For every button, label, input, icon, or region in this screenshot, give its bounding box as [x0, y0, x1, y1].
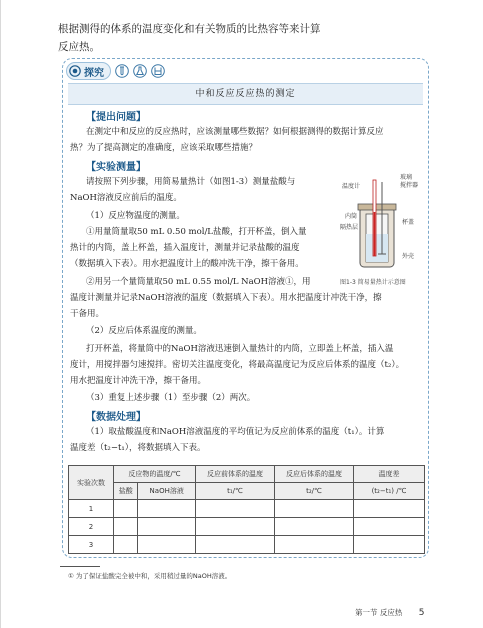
- page-number: 5: [418, 608, 425, 618]
- subcol-hcl: 盐酸: [114, 483, 138, 500]
- step-2-line-3: 用水把温度计冲洗干净，擦干备用。: [70, 376, 207, 386]
- step-2: （2）反应后体系温度的测量。: [86, 326, 202, 336]
- table-cell: [275, 536, 354, 554]
- experiment-intro-2: NaOH溶液反应前后的温度。: [70, 193, 182, 203]
- subcol-t2: t₂/℃: [275, 483, 354, 500]
- step-2-line-1: 打开杯盖，将量筒中的NaOH溶液迅速倒入量热计的内筒，立即盖上杯盖，插入温: [86, 344, 394, 354]
- heading-question: 【提出问题】: [86, 112, 146, 123]
- step-1b-line-1: ②用另一个量筒量取50 mL 0.55 mol/L NaOH溶液①，用: [86, 277, 311, 287]
- table-cell: [114, 518, 138, 536]
- table-cell: [275, 500, 354, 518]
- label-stirrer: 玻璃 搅拌器: [400, 174, 419, 189]
- subcol-diff: (t₂−t₁) /℃: [354, 483, 425, 500]
- footnote: ① 为了保证盐酸完全被中和，采用稍过量的NaOH溶液。: [68, 572, 232, 580]
- table-cell: [354, 536, 425, 554]
- row-number: 3: [69, 536, 114, 554]
- table-cell: [196, 500, 275, 518]
- beaker-icon: [151, 64, 165, 78]
- step-1: （1）反应物温度的测量。: [86, 211, 185, 221]
- data-text-2: 温度差（t₂−t₁），将数据填入下表。: [70, 443, 206, 453]
- step-2-line-2: 度计，用搅拌器匀速搅拌。密切关注温度变化，将最高温度记为反应后体系的温度（t₂）。: [70, 360, 405, 370]
- label-lid: 杯盖: [402, 219, 415, 226]
- table-cell: [138, 500, 196, 518]
- table-cell: [275, 518, 354, 536]
- step-1b-line-2: 温度计测量并记录NaOH溶液的温度（数据填入下表）。用水把温度计冲洗干净，擦: [70, 293, 382, 303]
- data-table: [68, 465, 425, 554]
- flask-icon: [133, 64, 147, 78]
- table-cell: [354, 518, 425, 536]
- label-thermometer: 温度计: [342, 183, 361, 190]
- subcol-t1: t₁/℃: [196, 483, 275, 500]
- table-cell: [196, 518, 275, 536]
- footer-section: 第一节 反应热: [355, 608, 403, 617]
- question-text-1: 在测定中和反应的反应热时，应该测量哪些数据？如何根据测得的数据计算反应: [86, 127, 384, 137]
- col-t2: 反应后体系的温度: [275, 466, 354, 483]
- step-1a-line-3: （数据填入下表）。用水把温度计上的酸冲洗干净，擦干备用。: [70, 259, 304, 269]
- table-cell: [354, 500, 425, 518]
- table-cell: [114, 500, 138, 518]
- figure-caption: 图1-3 简易量热计示意图: [340, 279, 406, 286]
- footnote-divider: [60, 566, 100, 567]
- step-1a-line-1: ①用量筒量取50 mL 0.50 mol/L盐酸，打开杯盖，倒入量: [86, 227, 307, 237]
- heading-data: 【数据处理】: [86, 412, 146, 423]
- experiment-intro-1: 请按照下列步骤，用简易量热计（如图1-3）测量盐酸与: [86, 177, 296, 187]
- table-cell: [196, 536, 275, 554]
- label-outer: 外壳: [402, 253, 415, 260]
- intro-line-2: 反应热。: [58, 41, 100, 53]
- table-row: [69, 518, 425, 536]
- label-insulation: 隔热层: [340, 224, 359, 231]
- heading-experiment: 【实验测量】: [86, 162, 146, 173]
- explore-header: [66, 62, 165, 80]
- data-text-1: （1）取盐酸温度和NaOH溶液温度的平均值记为反应前体系的温度（t₁）。计算: [86, 427, 385, 437]
- page-footer: [355, 607, 425, 618]
- step-3: （3）重复上述步骤（1）至步骤（2）两次。: [86, 393, 256, 403]
- test-tube-icon: [115, 64, 129, 78]
- col-before: 反应物的温度/℃: [114, 466, 196, 483]
- table-row: [69, 536, 425, 554]
- col-t1: 反应前体系的温度: [196, 466, 275, 483]
- step-1b-line-3: 干备用。: [70, 309, 105, 319]
- table-cell: [138, 536, 196, 554]
- row-number: 2: [69, 518, 114, 536]
- target-icon: [69, 65, 81, 77]
- step-1a-line-2: 热计的内筒，盖上杯盖，插入温度计，测量并记录盐酸的温度: [70, 243, 300, 253]
- col-trial: 实验次数: [69, 466, 114, 500]
- experiment-title: 中和反应反应热的测定: [68, 83, 423, 105]
- intro-text: [58, 20, 438, 56]
- col-diff: 温度差: [354, 466, 425, 483]
- table-cell: [114, 536, 138, 554]
- question-text-2: 热？为了提高测定的准确度，应该采取哪些措施？: [70, 143, 258, 153]
- row-number: 1: [69, 500, 114, 518]
- label-inner: 内筒: [345, 213, 358, 220]
- subcol-naoh: NaOH溶液: [138, 483, 196, 500]
- explore-badge: [66, 62, 111, 80]
- table-cell: [138, 518, 196, 536]
- explore-badge-label: 探究: [84, 67, 104, 79]
- intro-line-1: 根据测得的体系的温度变化和有关物质的比热容等来计算: [58, 23, 321, 35]
- table-row: [69, 500, 425, 518]
